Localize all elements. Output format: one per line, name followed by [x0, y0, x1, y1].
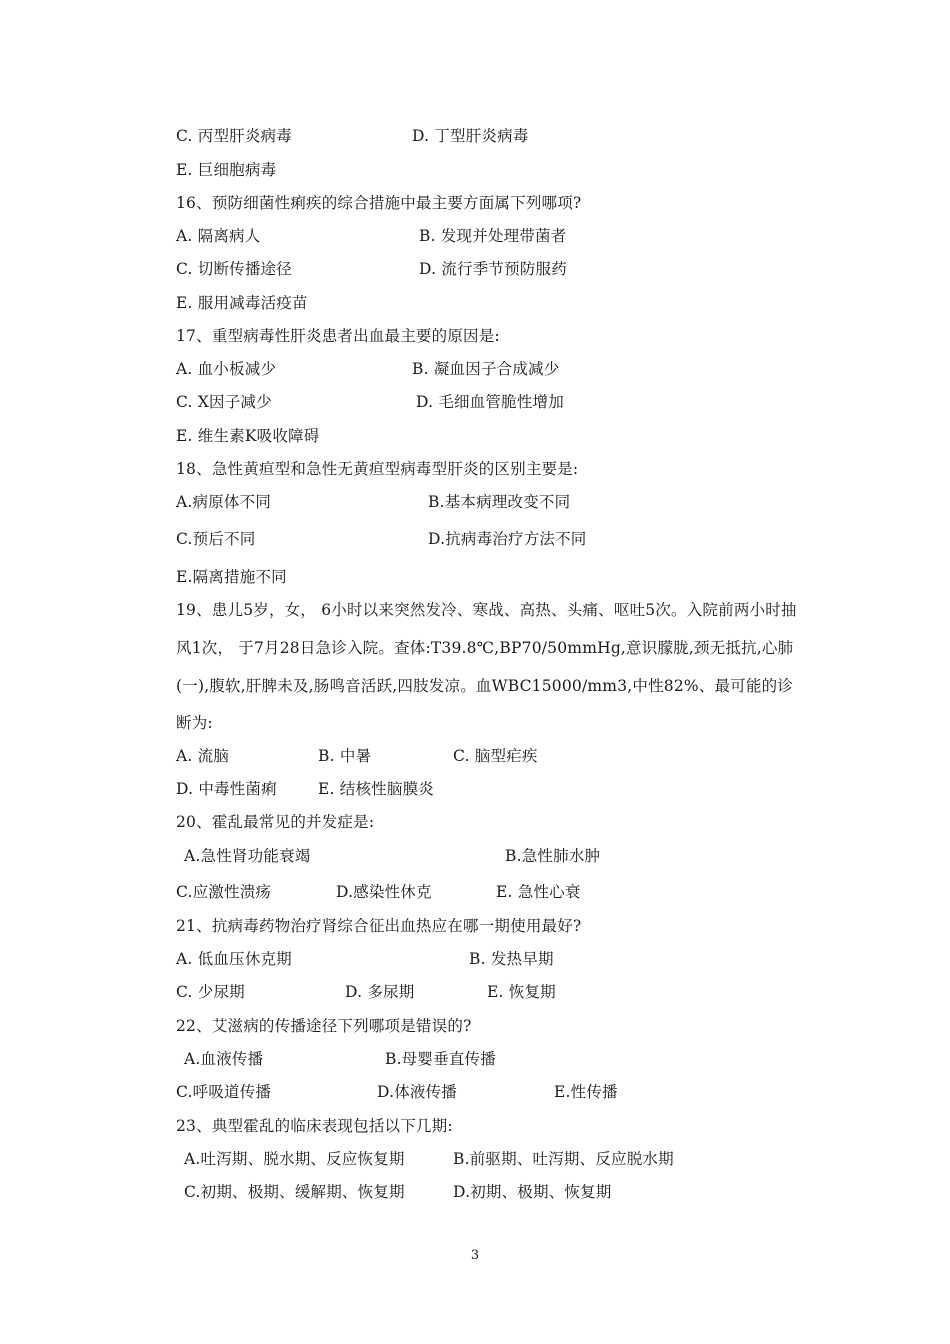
page-number: 3: [470, 1248, 480, 1263]
answer-option: E. 恢复期: [487, 983, 556, 1001]
answer-option: A.吐泻期、脱水期、反应恢复期: [184, 1150, 405, 1168]
answer-option: E.性传播: [554, 1083, 618, 1101]
answer-option: D. 中毒性菌痢: [176, 780, 277, 798]
text-line: E. 巨细胞病毒: [176, 161, 277, 179]
answer-option: E. 结核性脑膜炎: [318, 780, 434, 798]
text-line: 17、重型病毒性肝炎患者出血最主要的原因是:: [176, 327, 500, 345]
answer-option: B. 发现并处理带菌者: [419, 227, 567, 245]
answer-option: D. 丁型肝炎病毒: [412, 127, 529, 145]
text-line: 21、抗病毒药物治疗肾综合征出血热应在哪一期使用最好?: [176, 917, 582, 935]
answer-option: C. 脑型疟疾: [453, 747, 538, 765]
answer-option: C.呼吸道传播: [176, 1083, 272, 1101]
text-line: 18、急性黄疸型和急性无黄疸型病毒型肝炎的区别主要是:: [176, 460, 579, 478]
text-line: 断为:: [176, 714, 213, 732]
answer-option: D. 毛细血管脆性增加: [416, 393, 564, 411]
text-line: E. 服用减毒活疫苗: [176, 294, 308, 312]
answer-option: D. 流行季节预防服药: [419, 260, 567, 278]
answer-option: D.感染性休克: [336, 883, 432, 901]
answer-option: D.初期、极期、恢复期: [453, 1183, 612, 1201]
answer-option: C.预后不同: [176, 530, 256, 548]
answer-option: B. 中暑: [318, 747, 372, 765]
answer-option: C. 切断传播途径: [176, 260, 292, 278]
answer-option: B.基本病理改变不同: [428, 493, 571, 511]
answer-option: A.病原体不同: [176, 493, 272, 511]
text-line: 19、患儿5岁，女， 6小时以来突然发冷、寒战、高热、头痛、呕吐5次。入院前两小时抽: [176, 601, 797, 619]
answer-option: C.应激性溃疡: [176, 883, 272, 901]
answer-option: E. 急性心衰: [496, 883, 581, 901]
answer-option: A. 隔离病人: [176, 227, 261, 245]
text-line: E.隔离措施不同: [176, 568, 287, 586]
answer-option: D.抗病毒治疗方法不同: [428, 530, 587, 548]
text-line: 22、艾滋病的传播途径下列哪项是错误的?: [176, 1017, 472, 1035]
answer-option: B. 发热早期: [469, 950, 554, 968]
text-line: 16、预防细菌性痢疾的综合措施中最主要方面属下列哪项?: [176, 194, 582, 212]
answer-option: A.血液传播: [184, 1050, 264, 1068]
answer-option: B.前驱期、吐泻期、反应脱水期: [453, 1150, 674, 1168]
text-line: 风1次， 于7月28日急诊入院。查体:T39.8℃,BP70/50mmHg,意识朦胧,颈无抵抗,心肺: [176, 639, 794, 657]
answer-option: C. 丙型肝炎病毒: [176, 127, 292, 145]
answer-option: A. 低血压休克期: [176, 950, 292, 968]
answer-option: D.体液传播: [377, 1083, 458, 1101]
answer-option: A.急性肾功能衰竭: [184, 847, 311, 865]
answer-option: B.母婴垂直传播: [385, 1050, 496, 1068]
answer-option: A. 血小板减少: [176, 360, 277, 378]
answer-option: C.初期、极期、缓解期、恢复期: [184, 1183, 405, 1201]
answer-option: C. 少尿期: [176, 983, 245, 1001]
answer-option: B. 凝血因子合成减少: [412, 360, 560, 378]
answer-option: D. 多尿期: [345, 983, 415, 1001]
answer-option: A. 流脑: [176, 747, 230, 765]
text-line: E. 维生素K吸收障碍: [176, 427, 320, 445]
answer-option: B.急性肺水肿: [505, 847, 601, 865]
answer-option: C. Ⅹ因子减少: [176, 393, 272, 411]
text-line: (一),腹软,肝脾未及,肠鸣音活跃,四肢发凉。血WBC15000/mm3,中性82%、最可能的诊: [176, 677, 794, 695]
text-line: 20、霍乱最常见的并发症是:: [176, 813, 375, 831]
text-line: 23、典型霍乱的临床表现包括以下几期:: [176, 1117, 453, 1135]
